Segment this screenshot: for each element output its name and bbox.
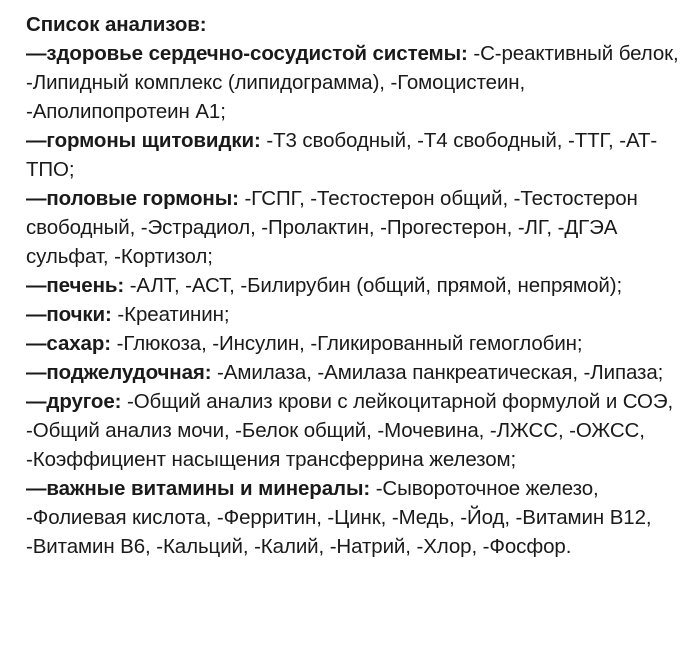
section-other bbox=[26, 387, 694, 474]
section-text: -ГСПГ, -Тестостерон общий, -Тестостерон свободный, -Эстрадиол, -Пролактин, -Прогестерон, -ЛГ, -ДГЭА сульфат, -Кортизол; bbox=[26, 187, 638, 268]
section-sugar bbox=[26, 329, 694, 358]
section-text: -Сывороточное железо, -Фолиевая кислота, -Ферритин, -Цинк, -Медь, -Йод, -Витамин В12, -Витамин В6, -Кальций, -Калий, -Натрий, -Хлор, -Фосфор. bbox=[26, 477, 652, 558]
section-heading: —важные витамины и минералы: bbox=[26, 477, 371, 500]
section-text: -Глюкоза, -Инсулин, -Гликированный гемоглобин; bbox=[111, 332, 583, 355]
section-heading: —печень: bbox=[26, 274, 125, 297]
section-cardiovascular bbox=[26, 39, 694, 126]
section-pancreas bbox=[26, 358, 694, 387]
analysis-list-document bbox=[26, 10, 694, 561]
section-kidneys bbox=[26, 300, 694, 329]
section-heading: —другое: bbox=[26, 390, 122, 413]
section-text: -АЛТ, -АСТ, -Билирубин (общий, прямой, непрямой); bbox=[124, 274, 623, 297]
section-vitamins-minerals bbox=[26, 474, 694, 561]
section-text: -Т3 свободный, -Т4 свободный, -ТТГ, -АТ-ТПО; bbox=[26, 129, 658, 181]
section-heading: —поджелудочная: bbox=[26, 361, 212, 384]
section-heading: —сахар: bbox=[26, 332, 112, 355]
section-thyroid bbox=[26, 126, 694, 184]
section-heading: —здоровье сердечно-сосудистой системы: bbox=[26, 42, 468, 65]
section-heading: —половые гормоны: bbox=[26, 187, 239, 210]
section-liver bbox=[26, 271, 694, 300]
section-heading: —гормоны щитовидки: bbox=[26, 129, 261, 152]
section-sex-hormones bbox=[26, 184, 694, 271]
document-title: Список анализов: bbox=[26, 13, 207, 36]
section-text: -С-реактивный белок, -Липидный комплекс (липидограмма), -Гомоцистеин, -Аполипопротеин А1; bbox=[26, 42, 679, 123]
section-text: -Креатинин; bbox=[111, 303, 230, 326]
section-text: -Общий анализ крови с лейкоцитарной формулой и СОЭ, -Общий анализ мочи, -Белок общий, -Мочевина, -ЛЖСС, -ОЖСС, -Коэффициент насыщения трансферрина железом; bbox=[26, 390, 674, 471]
section-heading: —почки: bbox=[26, 303, 112, 326]
section-text: -Амилаза, -Амилаза панкреатическая, -Липаза; bbox=[211, 361, 664, 384]
